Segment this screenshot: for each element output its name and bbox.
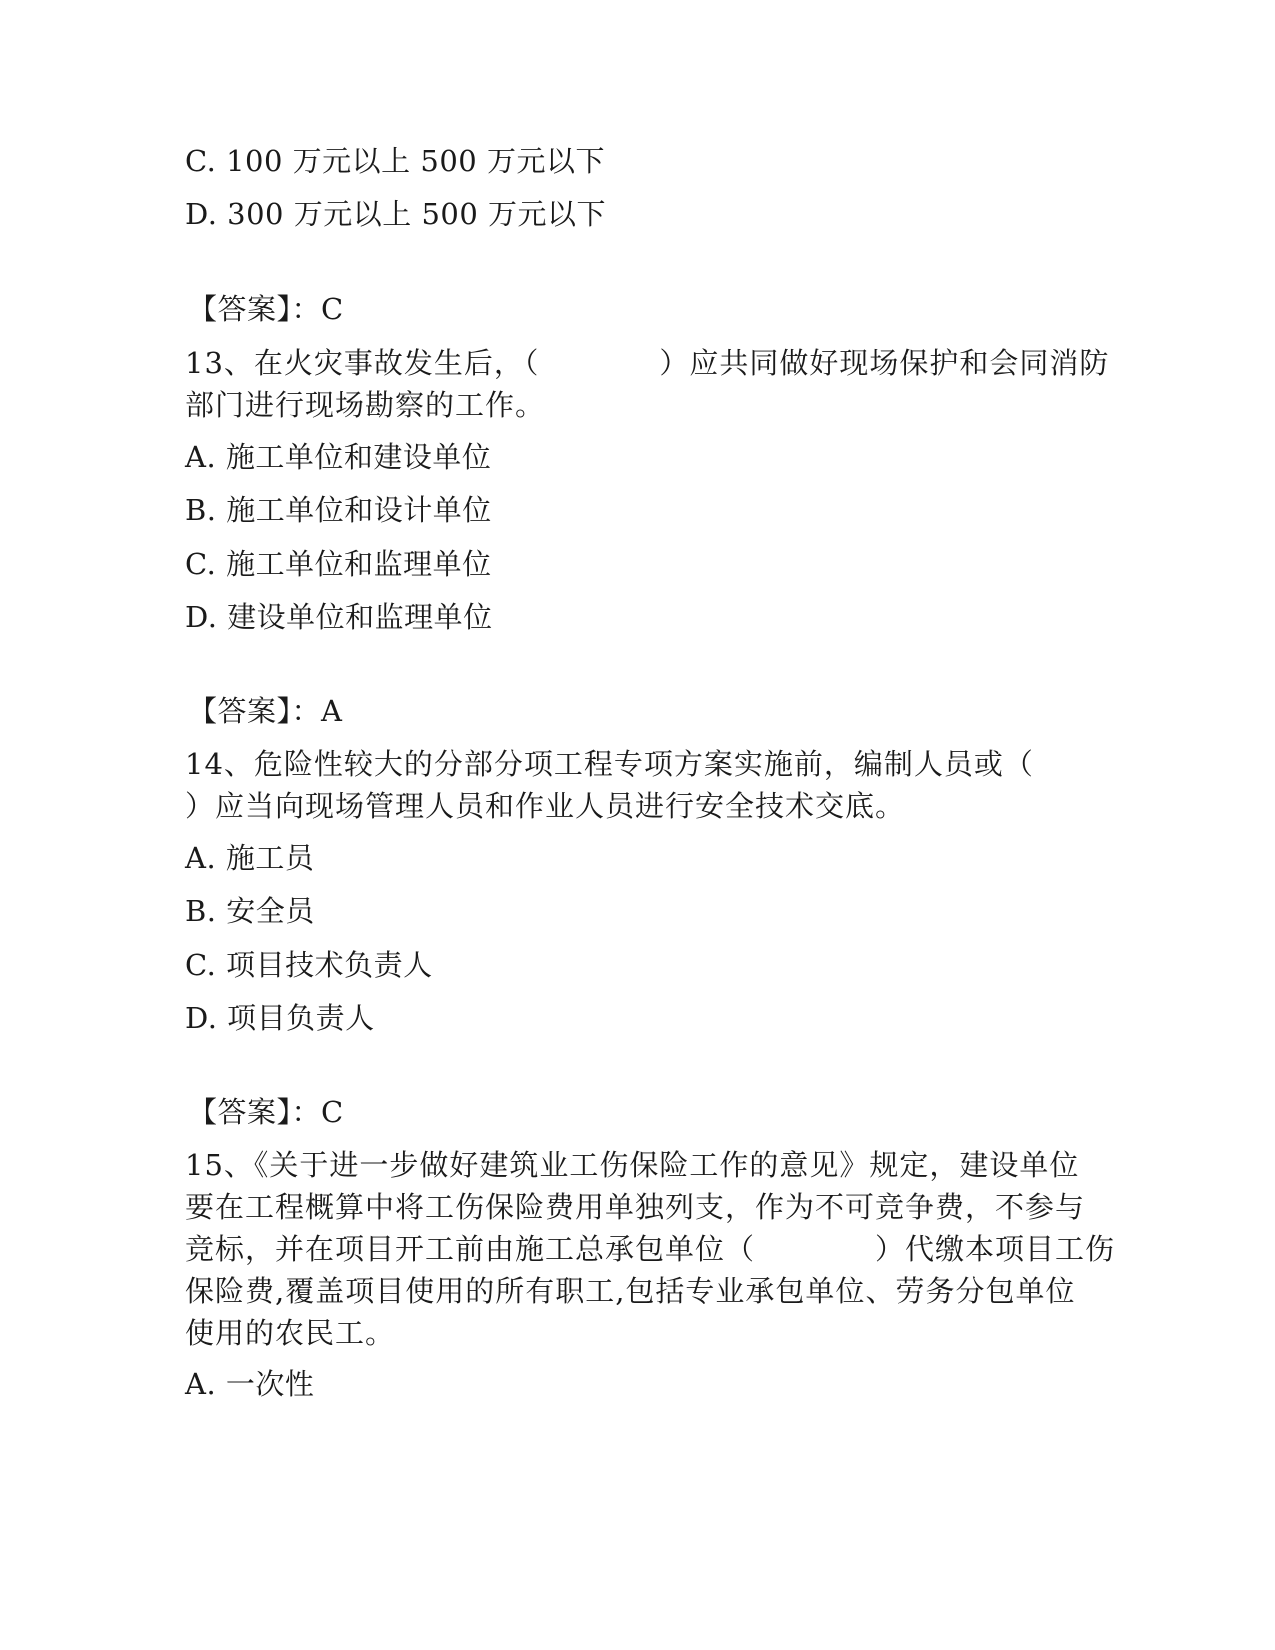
q15-question	[185, 1144, 1116, 1354]
q13-answer: 【答案】：A	[188, 694, 343, 728]
q13-question-line: 部门进行现场勘察的工作。	[185, 388, 546, 422]
q14-answer: 【答案】：C	[188, 1095, 344, 1129]
q13-option-b: B. 施工单位和设计单位	[185, 493, 492, 527]
q14-question-line: ）应当向现场管理人员和作业人员进行安全技术交底。	[185, 789, 906, 823]
q14-question-line: 14、危险性较大的分部分项工程专项方案实施前，编制人员或（	[185, 747, 1034, 781]
q15-question-line: 15、《关于进一步做好建筑业工伤保险工作的意见》规定，建设单位	[185, 1148, 1080, 1182]
q13-option-c: C. 施工单位和监理单位	[185, 547, 492, 581]
q14-question	[185, 743, 1065, 827]
q14-option-a: A. 施工员	[185, 841, 315, 875]
q14-option-c: C. 项目技术负责人	[185, 948, 433, 982]
q15-question-line: 竞标，并在项目开工前由施工总承包单位（ ）代缴本项目工伤	[185, 1232, 1116, 1266]
q13-question-line: 13、在火灾事故发生后，（ ）应共同做好现场保护和会同消防	[185, 346, 1110, 380]
q14-option-b: B. 安全员	[185, 894, 315, 928]
q15-option-a: A. 一次性	[185, 1367, 315, 1401]
q12-answer: 【答案】：C	[188, 292, 344, 326]
q12-option-d: D. 300 万元以上 500 万元以下	[185, 197, 607, 231]
q12-option-c: C. 100 万元以上 500 万元以下	[185, 144, 605, 178]
q13-option-a: A. 施工单位和建设单位	[185, 440, 492, 474]
q15-question-line: 保险费,覆盖项目使用的所有职工,包括专业承包单位、劳务分包单位	[185, 1274, 1076, 1308]
q13-option-d: D. 建设单位和监理单位	[185, 600, 493, 634]
q13-question	[185, 342, 1110, 426]
q14-option-d: D. 项目负责人	[185, 1001, 375, 1035]
q15-question-line: 使用的农民工。	[185, 1316, 396, 1350]
q15-question-line: 要在工程概算中将工伤保险费用单独列支，作为不可竞争费，不参与	[185, 1190, 1086, 1224]
